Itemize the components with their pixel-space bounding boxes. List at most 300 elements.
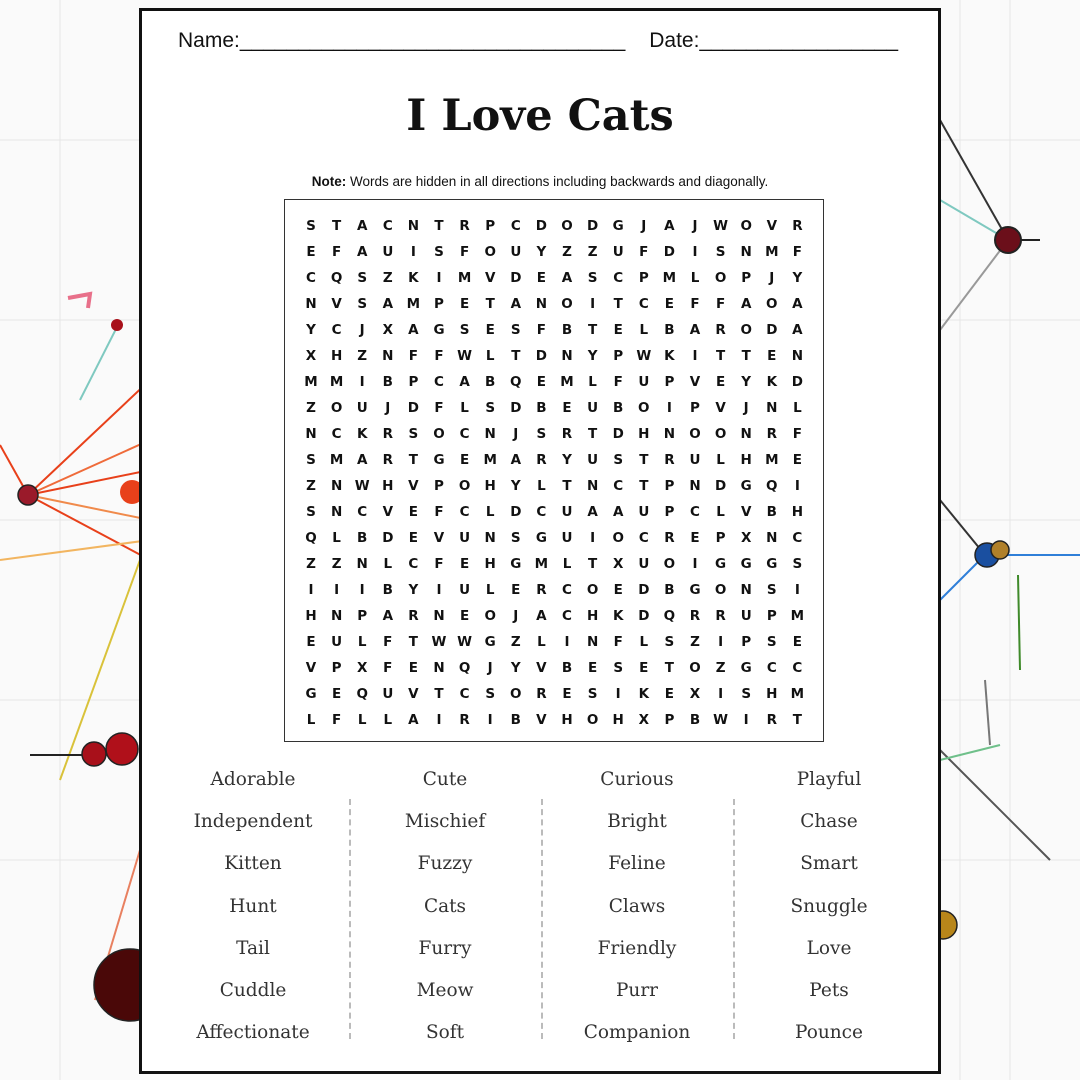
grid-letter[interactable]: Q xyxy=(766,478,778,494)
grid-letter[interactable]: E xyxy=(613,322,623,338)
grid-letter[interactable]: R xyxy=(792,218,803,234)
grid-letter[interactable]: K xyxy=(612,608,624,624)
grid-letter[interactable]: T xyxy=(408,634,418,650)
grid-letter[interactable]: O xyxy=(714,582,727,598)
grid-letter[interactable]: V xyxy=(408,478,419,494)
grid-letter[interactable]: N xyxy=(689,478,701,494)
grid-letter[interactable]: T xyxy=(741,348,751,364)
grid-letter[interactable]: Q xyxy=(458,660,471,676)
grid-letter[interactable]: D xyxy=(510,270,522,286)
grid-letter[interactable]: T xyxy=(587,426,598,442)
grid-letter[interactable]: E xyxy=(715,374,726,390)
grid-letter[interactable]: F xyxy=(408,348,418,364)
grid-letter[interactable]: N xyxy=(586,478,599,494)
grid-letter[interactable]: J xyxy=(743,400,749,416)
grid-letter[interactable]: R xyxy=(689,608,701,624)
grid-letter[interactable]: C xyxy=(690,504,700,520)
name-field[interactable] xyxy=(178,29,625,53)
grid-letter[interactable]: C xyxy=(562,608,572,624)
grid-letter[interactable]: B xyxy=(689,712,701,728)
grid-letter[interactable]: O xyxy=(740,218,752,234)
grid-letter[interactable]: Z xyxy=(357,348,368,364)
grid-letter[interactable]: O xyxy=(484,608,496,624)
grid-letter[interactable]: R xyxy=(561,426,573,442)
grid-letter[interactable]: S xyxy=(357,296,368,312)
grid-letter[interactable]: N xyxy=(330,504,343,520)
grid-letter[interactable]: X xyxy=(689,686,701,702)
grid-letter[interactable]: K xyxy=(664,348,675,364)
grid-letter[interactable]: T xyxy=(511,348,521,364)
grid-letter[interactable]: N xyxy=(305,426,317,442)
grid-letter[interactable]: F xyxy=(331,244,342,260)
grid-letter[interactable]: Z xyxy=(382,270,393,286)
grid-letter[interactable]: K xyxy=(638,686,650,702)
grid-letter[interactable]: B xyxy=(613,400,624,416)
grid-letter[interactable]: N xyxy=(407,218,420,234)
grid-letter[interactable]: A xyxy=(356,244,368,260)
grid-letter[interactable]: D xyxy=(510,504,522,520)
grid-letter[interactable]: N xyxy=(561,348,573,364)
grid-letter[interactable]: V xyxy=(536,712,547,728)
grid-letter[interactable]: E xyxy=(536,270,546,286)
grid-letter[interactable]: O xyxy=(663,556,676,572)
grid-letter[interactable]: R xyxy=(382,452,393,468)
grid-letter[interactable]: I xyxy=(718,634,724,650)
grid-letter[interactable]: T xyxy=(613,296,623,312)
grid-letter[interactable]: V xyxy=(382,504,394,520)
grid-letter[interactable]: Q xyxy=(510,374,522,390)
grid-letter[interactable]: I xyxy=(590,296,596,312)
grid-letter[interactable]: S xyxy=(792,556,803,572)
grid-letter[interactable]: E xyxy=(485,322,495,338)
grid-letter[interactable]: E xyxy=(690,530,700,546)
grid-letter[interactable]: E xyxy=(664,686,674,702)
grid-letter[interactable]: U xyxy=(612,244,624,260)
grid-letter[interactable]: S xyxy=(357,270,368,286)
grid-letter[interactable]: F xyxy=(613,634,623,650)
grid-letter[interactable]: P xyxy=(408,374,419,390)
grid-letter[interactable]: I xyxy=(692,348,698,364)
grid-letter[interactable]: S xyxy=(510,530,521,546)
grid-letter[interactable]: M xyxy=(662,270,677,286)
grid-letter[interactable]: F xyxy=(383,634,393,650)
grid-letter[interactable]: H xyxy=(791,504,804,520)
grid-letter[interactable]: Z xyxy=(306,478,316,494)
grid-letter[interactable]: A xyxy=(664,218,675,234)
grid-letter[interactable]: G xyxy=(689,582,701,598)
grid-letter[interactable]: M xyxy=(329,374,344,390)
grid-letter[interactable]: J xyxy=(385,400,391,416)
grid-letter[interactable]: P xyxy=(741,634,752,650)
grid-letter[interactable]: N xyxy=(740,582,752,598)
grid-letter[interactable]: V xyxy=(484,270,496,286)
grid-letter[interactable]: T xyxy=(587,556,598,572)
grid-letter[interactable]: E xyxy=(408,504,418,520)
grid-letter[interactable]: W xyxy=(713,712,729,728)
grid-letter[interactable]: N xyxy=(305,296,317,312)
grid-letter[interactable]: V xyxy=(331,296,342,312)
grid-letter[interactable]: M xyxy=(483,452,497,468)
grid-letter[interactable]: G xyxy=(433,452,445,468)
grid-letter[interactable]: I xyxy=(436,712,442,728)
grid-letter[interactable]: W xyxy=(457,348,473,364)
grid-letter[interactable]: T xyxy=(587,322,598,338)
grid-letter[interactable]: R xyxy=(382,426,393,442)
grid-letter[interactable]: I xyxy=(436,582,442,598)
grid-letter[interactable]: H xyxy=(766,686,778,702)
grid-letter[interactable]: L xyxy=(537,478,546,494)
grid-letter[interactable]: Z xyxy=(306,556,316,572)
grid-letter[interactable]: U xyxy=(740,608,752,624)
grid-letter[interactable]: E xyxy=(587,660,598,676)
grid-letter[interactable]: U xyxy=(459,530,471,546)
grid-letter[interactable]: L xyxy=(562,556,572,572)
grid-letter[interactable]: H xyxy=(484,478,496,494)
grid-letter[interactable]: C xyxy=(331,322,342,338)
grid-letter[interactable]: D xyxy=(407,400,419,416)
grid-letter[interactable]: Y xyxy=(587,348,598,364)
grid-letter[interactable]: S xyxy=(536,426,547,442)
grid-letter[interactable]: R xyxy=(459,218,470,234)
grid-letter[interactable]: F xyxy=(331,712,342,728)
grid-letter[interactable]: T xyxy=(639,452,649,468)
grid-letter[interactable]: T xyxy=(664,660,674,676)
grid-letter[interactable]: H xyxy=(612,712,624,728)
grid-letter[interactable]: E xyxy=(408,660,418,676)
grid-letter[interactable]: P xyxy=(434,478,444,494)
grid-letter[interactable]: P xyxy=(434,296,444,312)
grid-letter[interactable]: E xyxy=(536,374,546,390)
grid-letter[interactable]: P xyxy=(741,270,752,286)
grid-letter[interactable]: E xyxy=(792,634,802,650)
grid-letter[interactable]: G xyxy=(305,686,317,702)
grid-letter[interactable]: H xyxy=(305,608,317,624)
grid-letter[interactable]: S xyxy=(306,504,316,520)
grid-letter[interactable]: A xyxy=(792,322,803,338)
grid-letter[interactable]: C xyxy=(331,426,342,442)
grid-letter[interactable]: H xyxy=(561,712,573,728)
grid-letter[interactable]: J xyxy=(641,218,647,234)
grid-letter[interactable]: Z xyxy=(331,556,342,572)
grid-letter[interactable]: E xyxy=(331,686,342,702)
grid-letter[interactable]: O xyxy=(689,426,701,442)
grid-letter[interactable]: F xyxy=(434,556,444,572)
grid-letter[interactable]: J xyxy=(513,608,519,624)
grid-letter[interactable]: L xyxy=(793,400,802,416)
grid-letter[interactable]: N xyxy=(663,426,676,442)
grid-letter[interactable]: M xyxy=(406,296,421,312)
grid-letter[interactable]: C xyxy=(434,374,444,390)
grid-letter[interactable]: B xyxy=(536,400,547,416)
grid-letter[interactable]: S xyxy=(766,634,777,650)
grid-letter[interactable]: E xyxy=(511,582,521,598)
grid-letter[interactable]: F xyxy=(613,374,623,390)
grid-letter[interactable]: W xyxy=(431,634,447,650)
grid-letter[interactable]: A xyxy=(382,296,394,312)
grid-letter[interactable]: F xyxy=(434,504,444,520)
grid-letter[interactable]: B xyxy=(510,712,521,728)
grid-letter[interactable]: O xyxy=(714,270,727,286)
grid-letter[interactable]: T xyxy=(485,296,495,312)
grid-letter[interactable]: R xyxy=(766,712,777,728)
grid-letter[interactable]: T xyxy=(639,478,649,494)
grid-letter[interactable]: B xyxy=(561,660,573,676)
grid-letter[interactable]: S xyxy=(587,270,598,286)
grid-letter[interactable]: T xyxy=(715,348,726,364)
grid-letter[interactable]: X xyxy=(382,322,393,338)
grid-letter[interactable]: V xyxy=(408,686,419,702)
grid-letter[interactable]: M xyxy=(457,270,472,286)
grid-letter[interactable]: D xyxy=(663,244,675,260)
grid-letter[interactable]: U xyxy=(382,686,394,702)
grid-letter[interactable]: B xyxy=(357,530,368,546)
grid-letter[interactable]: P xyxy=(664,374,675,390)
grid-letter[interactable]: G xyxy=(433,322,445,338)
grid-letter[interactable]: U xyxy=(638,556,650,572)
grid-letter[interactable]: N xyxy=(740,244,752,260)
grid-letter[interactable]: F xyxy=(639,244,649,260)
grid-letter[interactable]: D xyxy=(612,426,624,442)
grid-letter[interactable]: B xyxy=(485,374,496,390)
grid-letter[interactable]: P xyxy=(664,478,675,494)
grid-letter[interactable]: K xyxy=(356,426,368,442)
grid-letter[interactable]: G xyxy=(484,634,496,650)
grid-letter[interactable]: X xyxy=(612,556,624,572)
grid-letter[interactable]: F xyxy=(434,348,444,364)
grid-letter[interactable]: X xyxy=(356,660,368,676)
grid-letter[interactable]: C xyxy=(408,556,419,572)
grid-letter[interactable]: U xyxy=(561,530,573,546)
grid-letter[interactable]: A xyxy=(408,322,419,338)
grid-letter[interactable]: M xyxy=(560,374,574,390)
grid-letter[interactable]: Z xyxy=(690,634,700,650)
grid-letter[interactable]: I xyxy=(692,244,698,260)
grid-letter[interactable]: U xyxy=(638,504,650,520)
grid-letter[interactable]: P xyxy=(766,608,777,624)
grid-letter[interactable]: L xyxy=(357,634,367,650)
grid-letter[interactable]: C xyxy=(536,504,547,520)
grid-letter[interactable]: C xyxy=(613,478,624,494)
grid-letter[interactable]: E xyxy=(459,556,470,572)
grid-letter[interactable]: C xyxy=(766,660,777,676)
grid-letter[interactable]: E xyxy=(767,348,777,364)
grid-letter[interactable]: U xyxy=(587,400,599,416)
grid-letter[interactable]: I xyxy=(743,712,749,728)
grid-letter[interactable]: P xyxy=(485,218,496,234)
grid-letter[interactable]: F xyxy=(690,296,700,312)
grid-letter[interactable]: L xyxy=(357,712,367,728)
grid-letter[interactable]: C xyxy=(306,270,316,286)
grid-letter[interactable]: A xyxy=(510,296,522,312)
grid-letter[interactable]: O xyxy=(766,296,778,312)
grid-letter[interactable]: S xyxy=(587,686,598,702)
grid-letter[interactable]: V xyxy=(715,400,726,416)
grid-letter[interactable]: I xyxy=(308,582,314,598)
grid-letter[interactable]: R xyxy=(459,712,470,728)
grid-letter[interactable]: D xyxy=(382,530,394,546)
grid-letter[interactable]: F xyxy=(715,296,726,312)
grid-letter[interactable]: A xyxy=(561,270,573,286)
grid-letter[interactable]: R xyxy=(536,452,547,468)
grid-letter[interactable]: S xyxy=(741,686,752,702)
grid-letter[interactable]: M xyxy=(534,556,549,572)
grid-letter[interactable]: T xyxy=(562,478,572,494)
grid-letter[interactable]: S xyxy=(306,218,316,234)
grid-letter[interactable]: N xyxy=(740,426,752,442)
grid-letter[interactable]: N xyxy=(330,478,343,494)
grid-letter[interactable]: U xyxy=(382,244,394,260)
grid-letter[interactable]: A xyxy=(689,322,701,338)
grid-letter[interactable]: T xyxy=(434,218,444,234)
grid-letter[interactable]: Y xyxy=(306,322,316,338)
grid-letter[interactable]: V xyxy=(766,218,778,234)
grid-letter[interactable]: X xyxy=(638,712,649,728)
grid-letter[interactable]: C xyxy=(459,686,470,702)
grid-letter[interactable]: N xyxy=(535,296,548,312)
grid-letter[interactable]: O xyxy=(561,218,573,234)
grid-letter[interactable]: B xyxy=(664,322,675,338)
grid-letter[interactable]: N xyxy=(356,556,368,572)
grid-letter[interactable]: C xyxy=(638,530,649,546)
grid-letter[interactable]: I xyxy=(334,582,340,598)
grid-letter[interactable]: G xyxy=(535,530,547,546)
grid-letter[interactable]: C xyxy=(562,582,572,598)
grid-letter[interactable]: C xyxy=(638,296,649,312)
grid-letter[interactable]: Y xyxy=(510,660,521,676)
grid-letter[interactable]: U xyxy=(638,374,650,390)
grid-letter[interactable]: D xyxy=(714,478,727,494)
grid-letter[interactable]: M xyxy=(765,452,779,468)
grid-letter[interactable]: L xyxy=(306,712,316,728)
grid-letter[interactable]: N xyxy=(766,530,778,546)
grid-letter[interactable]: L xyxy=(383,556,393,572)
grid-letter[interactable]: S xyxy=(613,452,624,468)
grid-letter[interactable]: J xyxy=(692,218,698,234)
grid-letter[interactable]: O xyxy=(458,478,471,494)
grid-letter[interactable]: A xyxy=(459,374,470,390)
grid-letter[interactable]: E xyxy=(459,608,470,624)
grid-letter[interactable]: S xyxy=(485,686,496,702)
grid-letter[interactable]: I xyxy=(359,582,365,598)
grid-letter[interactable]: U xyxy=(510,244,522,260)
grid-letter[interactable]: S xyxy=(306,452,316,468)
grid-letter[interactable]: B xyxy=(664,582,675,598)
grid-letter[interactable]: A xyxy=(587,504,598,520)
grid-letter[interactable]: Q xyxy=(330,270,343,286)
grid-letter[interactable]: O xyxy=(638,400,650,416)
grid-letter[interactable]: A xyxy=(356,452,368,468)
grid-letter[interactable]: P xyxy=(613,348,624,364)
grid-letter[interactable]: M xyxy=(765,244,779,260)
grid-letter[interactable]: W xyxy=(457,634,473,650)
grid-letter[interactable]: E xyxy=(792,452,802,468)
grid-letter[interactable]: A xyxy=(408,712,419,728)
grid-letter[interactable]: Y xyxy=(510,478,521,494)
grid-letter[interactable]: S xyxy=(715,244,726,260)
grid-letter[interactable]: R xyxy=(536,686,547,702)
grid-letter[interactable]: W xyxy=(636,348,652,364)
grid-letter[interactable]: I xyxy=(487,712,493,728)
grid-letter[interactable]: N xyxy=(766,400,778,416)
grid-letter[interactable]: Q xyxy=(356,686,368,702)
grid-letter[interactable]: L xyxy=(537,634,546,650)
grid-letter[interactable]: I xyxy=(410,244,416,260)
grid-letter[interactable]: M xyxy=(329,452,344,468)
grid-letter[interactable]: C xyxy=(459,426,470,442)
grid-letter[interactable]: S xyxy=(510,322,521,338)
grid-letter[interactable]: Y xyxy=(562,452,572,468)
grid-letter[interactable]: A xyxy=(612,504,624,520)
grid-letter[interactable]: I xyxy=(794,478,800,494)
grid-letter[interactable]: P xyxy=(357,608,368,624)
grid-letter[interactable]: V xyxy=(433,530,445,546)
grid-letter[interactable]: I xyxy=(590,530,596,546)
grid-letter[interactable]: S xyxy=(408,426,419,442)
grid-letter[interactable]: P xyxy=(690,400,700,416)
grid-letter[interactable]: R xyxy=(664,452,675,468)
grid-letter[interactable]: R xyxy=(715,608,726,624)
grid-letter[interactable]: L xyxy=(639,322,649,338)
grid-letter[interactable]: O xyxy=(689,660,701,676)
grid-letter[interactable]: Z xyxy=(510,634,521,650)
grid-letter[interactable]: U xyxy=(561,504,573,520)
grid-letter[interactable]: E xyxy=(306,244,316,260)
date-field[interactable] xyxy=(649,29,898,53)
grid-letter[interactable]: J xyxy=(487,660,493,676)
grid-letter[interactable]: L xyxy=(588,374,597,390)
grid-letter[interactable]: G xyxy=(740,478,752,494)
grid-letter[interactable]: Z xyxy=(715,660,726,676)
grid-letter[interactable]: H xyxy=(484,556,496,572)
grid-letter[interactable]: H xyxy=(740,452,752,468)
grid-letter[interactable]: I xyxy=(564,634,570,650)
grid-letter[interactable]: F xyxy=(383,660,393,676)
grid-letter[interactable]: C xyxy=(792,660,803,676)
grid-letter[interactable]: E xyxy=(459,452,470,468)
grid-letter[interactable]: N xyxy=(791,348,804,364)
grid-letter[interactable]: B xyxy=(382,374,393,390)
grid-letter[interactable]: B xyxy=(561,322,573,338)
grid-letter[interactable]: I xyxy=(718,686,724,702)
grid-letter[interactable]: Y xyxy=(741,374,752,390)
grid-letter[interactable]: D xyxy=(535,218,547,234)
grid-letter[interactable]: D xyxy=(510,400,522,416)
grid-letter[interactable]: U xyxy=(587,452,599,468)
grid-letter[interactable]: L xyxy=(460,400,469,416)
grid-letter[interactable]: F xyxy=(792,426,802,442)
grid-letter[interactable]: I xyxy=(436,270,442,286)
grid-letter[interactable]: B xyxy=(766,504,777,520)
grid-letter[interactable]: A xyxy=(740,296,752,312)
grid-letter[interactable]: C xyxy=(510,218,521,234)
grid-letter[interactable]: O xyxy=(484,244,496,260)
grid-letter[interactable]: W xyxy=(713,218,729,234)
grid-letter[interactable]: A xyxy=(356,218,368,234)
grid-letter[interactable]: M xyxy=(790,608,805,624)
grid-letter[interactable]: I xyxy=(615,686,621,702)
grid-letter[interactable]: T xyxy=(408,452,418,468)
grid-letter[interactable]: L xyxy=(690,270,700,286)
grid-letter[interactable]: J xyxy=(769,270,775,286)
grid-letter[interactable]: K xyxy=(766,374,778,390)
grid-letter[interactable]: S xyxy=(434,244,444,260)
grid-letter[interactable]: Q xyxy=(305,530,317,546)
grid-letter[interactable]: N xyxy=(382,348,394,364)
grid-letter[interactable]: A xyxy=(536,608,547,624)
grid-letter[interactable]: L xyxy=(716,452,725,468)
grid-letter[interactable]: T xyxy=(792,712,802,728)
grid-letter[interactable]: P xyxy=(638,270,649,286)
